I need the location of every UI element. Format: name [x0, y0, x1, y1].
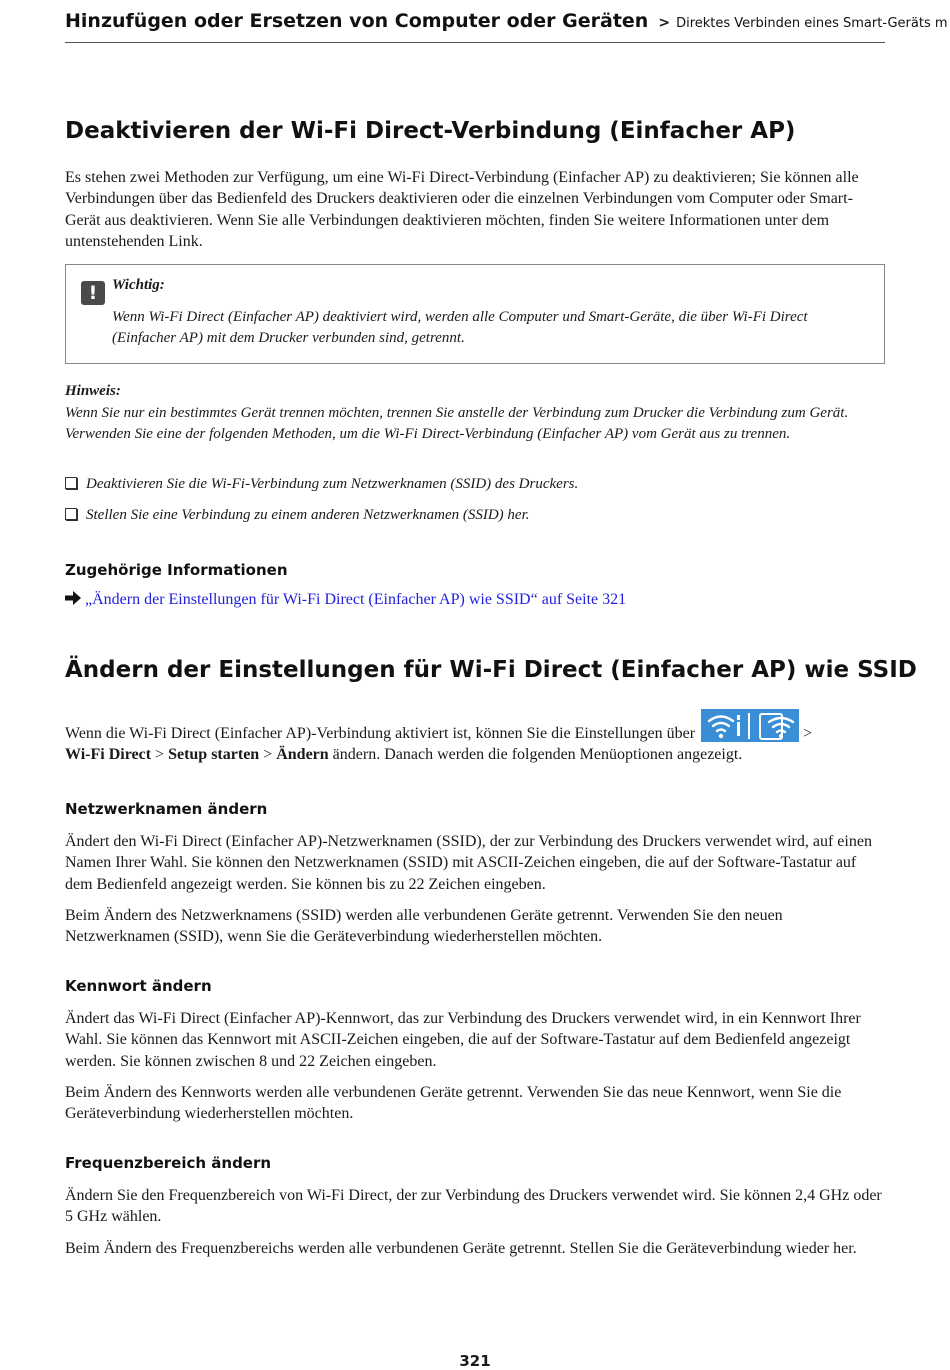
- subheading-frequency: Frequenzbereich ändern: [65, 1154, 272, 1172]
- network-name-paragraph-1: Ändert den Wi-Fi Direct (Einfacher AP)-Netzwerknamen (SSID), der zur Verbindung des Druckers verwendet wird, auf einen Namen Ihrer Wahl. Sie können den Netzwerknamen (SSID) mit ASCII-Zeichen eingeben, die auf der Software-Tastatur auf dem Bedienfeld angezeigt werden. Sie können bis zu 22 Zeichen eingeben.: [65, 833, 872, 893]
- menu-path-setup: Setup starten: [168, 746, 260, 764]
- header-separator: >: [658, 15, 671, 31]
- wifi-direct-icon: [701, 709, 799, 742]
- section1-intro: Es stehen zwei Methoden zur Verfügung, um eine Wi-Fi Direct-Verbindung (Einfacher AP) zu deaktivieren; Sie können alle Verbindungen über das Bedienfeld des Druckers deaktivieren oder die einzelnen Verbindungen vom Computer oder Smart-Gerät aus deaktivieren. Wenn Sie alle Verbindungen deaktivieren möchten, finden Sie weitere Informationen unter dem untenstehenden Link.: [65, 169, 859, 251]
- menu-separator: >: [155, 746, 165, 764]
- arrow-right-icon: [65, 591, 81, 605]
- network-name-paragraph-2: Beim Ändern des Netzwerknamens (SSID) werden alle verbundenen Geräte getrennt. Verwenden Sie den neuen Netzwerknamen (SSID), wenn Sie die Geräteverbindung wiederherstellen möchten.: [65, 907, 783, 946]
- section-title-deactivate: Deaktivieren der Wi-Fi Direct-Verbindung (Einfacher AP): [65, 118, 796, 144]
- password-paragraph-1: Ändert das Wi-Fi Direct (Einfacher AP)-Kennwort, das zur Verbindung des Druckers verwendet wird, in ein Kennwort Ihrer Wahl. Sie können das Kennwort mit ASCII-Zeichen eingeben, die auf der Software-Tastatur auf dem Bedienfeld angezeigt werden. Sie können zwischen 8 und 22 Zeichen eingeben.: [65, 1010, 861, 1070]
- section-title-change-settings: Ändern der Einstellungen für Wi-Fi Direct (Einfacher AP) wie SSID: [65, 657, 917, 683]
- menu-separator: >: [803, 725, 813, 742]
- note-title: Hinweis:: [65, 383, 121, 399]
- list-item: [65, 476, 578, 493]
- related-link[interactable]: „Ändern der Einstellungen für Wi-Fi Direct (Einfacher AP) wie SSID“ auf Seite 321: [85, 591, 627, 608]
- header-section-title: Direktes Verbinden eines Smart-Geräts m: [676, 16, 948, 31]
- related-link-row[interactable]: [65, 591, 626, 609]
- related-info-heading: Zugehörige Informationen: [65, 561, 288, 579]
- frequency-paragraph-2: Beim Ändern des Frequenzbereichs werden alle verbundenen Geräte getrennt. Stellen Sie die Geräteverbindung wieder her.: [65, 1240, 857, 1257]
- checkbox-bullet-icon: [65, 477, 77, 489]
- important-box: [65, 264, 885, 364]
- list-item: [65, 507, 530, 524]
- section2-intro-text: Wenn die Wi-Fi Direct (Einfacher AP)-Verbindung aktiviert ist, können Sie die Einstellungen über: [65, 725, 696, 742]
- running-header: [65, 10, 948, 43]
- list-item-text: Deaktivieren Sie die Wi-Fi-Verbindung zum Netzwerknamen (SSID) des Druckers.: [86, 476, 579, 492]
- section2-intro: [65, 709, 891, 766]
- checkbox-bullet-icon: [65, 508, 77, 520]
- note-text: Wenn Sie nur ein bestimmtes Gerät trennen möchten, trennen Sie anstelle der Verbindung zum Drucker die Verbindung zum Gerät. Verwenden Sie eine der folgenden Methoden, um die Wi-Fi Direct-Verbindung (Einfacher AP) vom Gerät aus zu trennen.: [65, 405, 849, 442]
- list-item-text: Stellen Sie eine Verbindung zu einem anderen Netzwerknamen (SSID) her.: [86, 507, 530, 523]
- important-text: Wenn Wi-Fi Direct (Einfacher AP) deaktiviert wird, werden alle Computer und Smart-Geräte, die über Wi-Fi Direct (Einfacher AP) mit dem Drucker verbunden sind, getrennt.: [112, 309, 808, 346]
- menu-path-wifi-direct: Wi-Fi Direct: [65, 746, 152, 764]
- header-chapter-title: Hinzufügen oder Ersetzen von Computer oder Geräten: [65, 10, 649, 32]
- frequency-paragraph-1: Ändern Sie den Frequenzbereich von Wi-Fi Direct, der zur Verbindung des Druckers verwendet wird. Sie können 2,4 GHz oder 5 GHz wählen.: [65, 1187, 882, 1226]
- subheading-network-name: Netzwerknamen ändern: [65, 800, 268, 818]
- important-title: Wichtig:: [112, 277, 165, 293]
- page-number: 321: [459, 1352, 491, 1370]
- exclamation-icon: !: [81, 281, 105, 305]
- menu-separator: >: [263, 746, 273, 764]
- menu-path-change: Ändern: [276, 746, 329, 764]
- subheading-password: Kennwort ändern: [65, 977, 212, 995]
- section2-intro-tail: ändern. Danach werden die folgenden Menüoptionen angezeigt.: [332, 746, 743, 764]
- password-paragraph-2: Beim Ändern des Kennworts werden alle verbundenen Geräte getrennt. Verwenden Sie das neue Kennwort, wenn Sie die Geräteverbindung wiederherstellen möchten.: [65, 1084, 842, 1123]
